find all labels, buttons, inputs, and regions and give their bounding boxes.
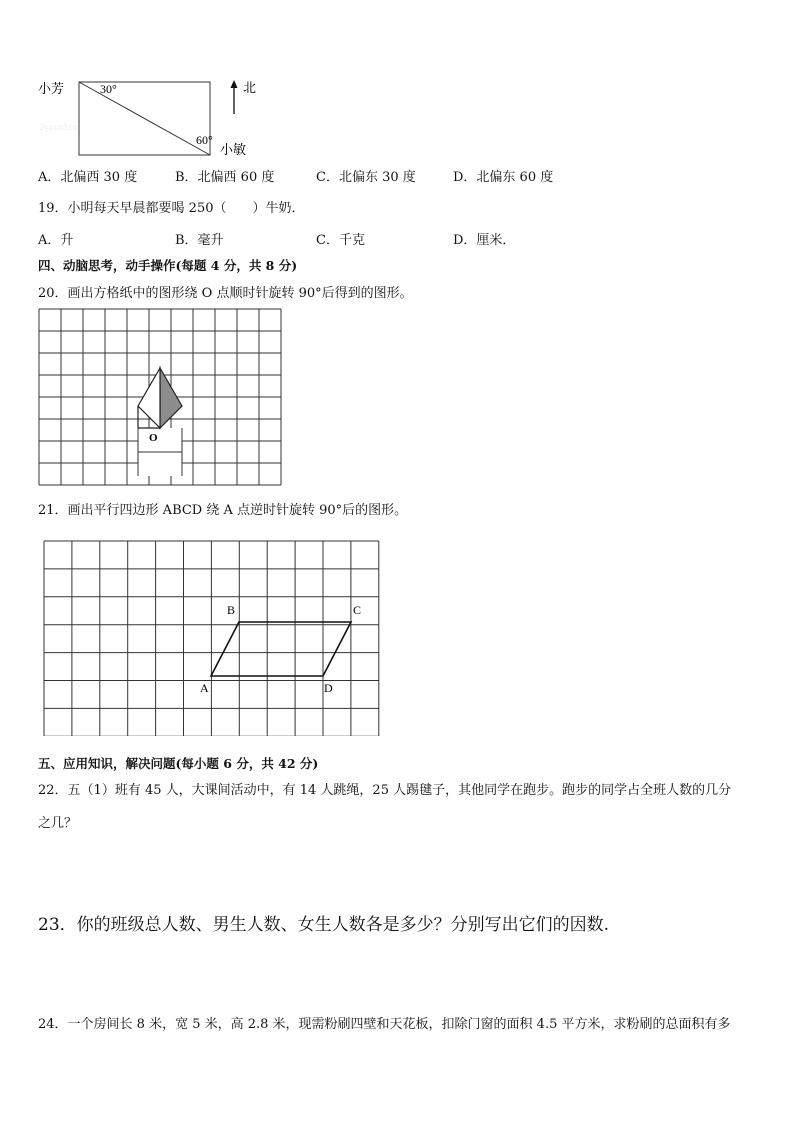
q18-option-b: B．北偏西 60 度 [175, 170, 275, 185]
q18-option-c: C．北偏东 30 度 [316, 170, 416, 185]
angle-bottom-label: 60° [196, 133, 213, 147]
q22-question-line2: 之几？ [38, 816, 78, 831]
q21-grid [44, 541, 379, 736]
q21-question: 21．画出平行四边形 ABCD 绕 A 点逆时针旋转 90°后的图形。 [38, 503, 408, 518]
q21-grid-figure [38, 536, 384, 736]
angle-top-label: 30° [100, 82, 117, 96]
q20-question: 20．画出方格纸中的图形绕 O 点顺时针旋转 90°后得到的图形。 [38, 286, 413, 301]
vertex-a-label: A [200, 681, 209, 695]
q18-option-d: D．北偏东 60 度 [453, 170, 554, 185]
vertex-c-label: C [353, 603, 362, 617]
q19-option-d: D．厘米． [453, 233, 516, 248]
direction-figure [30, 72, 270, 167]
q18-option-a: A．北偏西 30 度 [38, 170, 138, 185]
q22-question-line1: 22．五（1）班有 45 人，大课间活动中，有 14 人跳绳，25 人踢毽子，其他同学在跑步。跑步的同学占全班人数的几分 [38, 783, 732, 798]
vertex-d-label: D [324, 681, 333, 695]
q19-option-b: B．毫升 [175, 233, 224, 248]
q24-question: 24．一个房间长 8 米，宽 5 米，高 2.8 米，现需粉刷四壁和天花板，扣除门窗的面积 4.5 平方米，求粉刷的总面积有多 [38, 1017, 731, 1032]
name-xiaomin: 小敏 [220, 142, 247, 157]
north-arrow-icon [231, 80, 238, 88]
name-xiaofang: 小芳 [38, 81, 65, 96]
figure-diagonal [79, 82, 210, 155]
q19-question: 19．小明每天早晨都要喝 250（ ）牛奶． [38, 201, 305, 216]
north-label: 北 [243, 80, 257, 95]
q19-option-c: C．千克 [316, 233, 365, 248]
section4-heading: 四、动脑思考，动手操作(每题 4 分，共 8 分) [38, 258, 298, 273]
vertex-b-label: B [227, 603, 236, 617]
q23-question: 23．你的班级总人数、男生人数、女生人数各是多少？分别写出它们的因数. [38, 915, 610, 935]
section5-heading: 五、应用知识，解决问题(每小题 6 分，共 42 分) [38, 756, 319, 771]
point-o-label: O [149, 432, 158, 444]
q20-grid-figure [38, 308, 282, 492]
q19-option-a: A．升 [38, 233, 74, 248]
watermark: 2yzxxd.cn [40, 122, 78, 132]
parallelogram-abcd [211, 622, 351, 676]
